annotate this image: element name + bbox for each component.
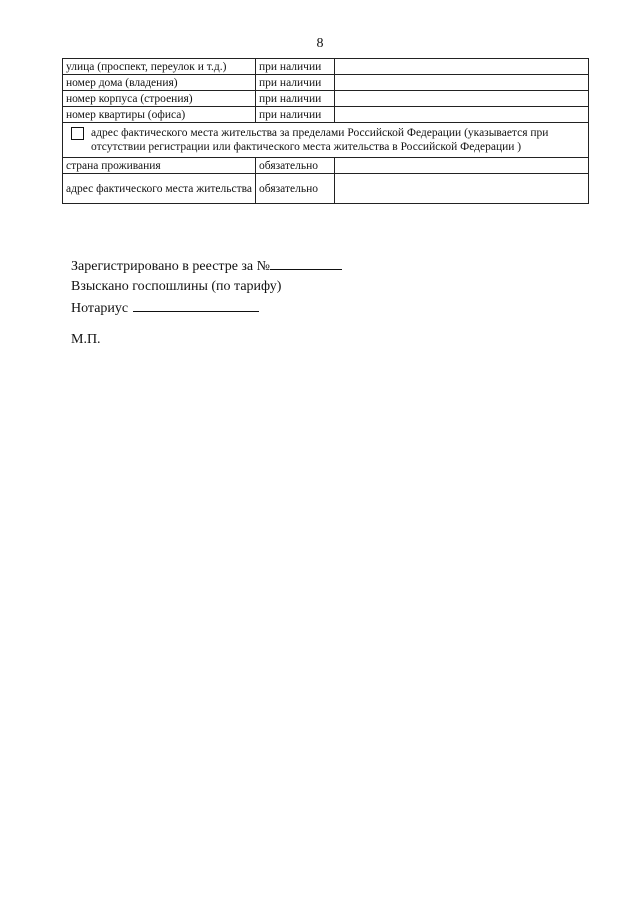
table-row-house <box>63 75 589 91</box>
field-label-apartment: номер квартиры (офиса) <box>63 107 256 123</box>
fee-label: Взыскано госпошлины (по тарифу) <box>71 279 282 294</box>
table-row-country <box>63 158 589 174</box>
table-row-building <box>63 91 589 107</box>
foreign-address-checkbox[interactable] <box>71 127 84 140</box>
value-cell-street[interactable] <box>335 59 589 75</box>
table-row-street <box>63 59 589 75</box>
field-label-building: номер корпуса (строения) <box>63 91 256 107</box>
registry-number-blank[interactable] <box>270 255 342 270</box>
field-label-house: номер дома (владения) <box>63 75 256 91</box>
notary-label: Нотариус <box>71 301 129 316</box>
registry-line <box>71 255 342 277</box>
table-row-foreign-option <box>63 123 589 158</box>
table-row-foreign-address <box>63 174 589 204</box>
registration-block <box>71 255 342 319</box>
value-cell-country[interactable] <box>335 158 589 174</box>
requirement-street: при наличии <box>256 59 335 75</box>
seal-label: М.П. <box>71 332 101 347</box>
foreign-address-text: адрес фактического места жительства за пределами Российской Федерации (указывается при отсутствии регистрации или фактического места жительства в Российской Федерации ) <box>91 127 549 153</box>
notary-line <box>71 297 342 319</box>
requirement-building: при наличии <box>256 91 335 107</box>
requirement-foreign-address: обязательно <box>256 174 335 204</box>
value-cell-building[interactable] <box>335 91 589 107</box>
fee-line <box>71 277 342 297</box>
field-label-street: улица (проспект, переулок и т.д.) <box>63 59 256 75</box>
foreign-address-option <box>63 123 589 158</box>
requirement-apartment: при наличии <box>256 107 335 123</box>
table-row-apartment <box>63 107 589 123</box>
page-number: 8 <box>316 36 324 51</box>
requirement-house: при наличии <box>256 75 335 91</box>
notary-signature-blank[interactable] <box>133 297 259 312</box>
registry-label: Зарегистрировано в реестре за № <box>71 259 271 274</box>
field-label-country: страна проживания <box>63 158 256 174</box>
value-cell-house[interactable] <box>335 75 589 91</box>
requirement-country: обязательно <box>256 158 335 174</box>
value-cell-foreign-address[interactable] <box>335 174 589 204</box>
address-table <box>62 58 589 204</box>
field-label-foreign-address: адрес фактического места жительства <box>63 174 256 204</box>
value-cell-apartment[interactable] <box>335 107 589 123</box>
